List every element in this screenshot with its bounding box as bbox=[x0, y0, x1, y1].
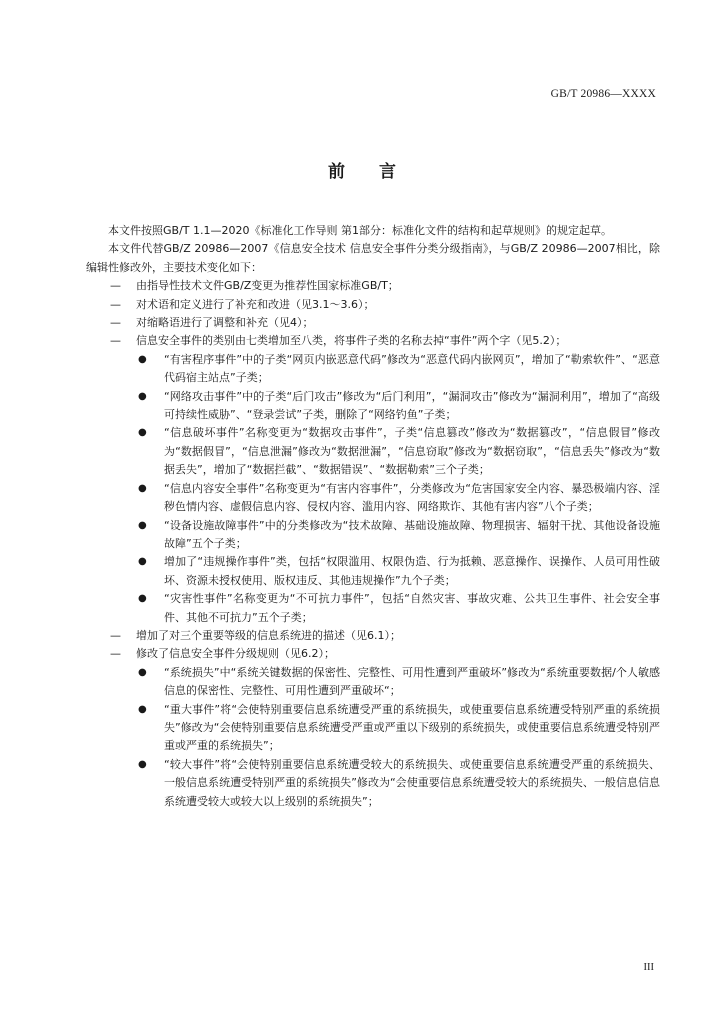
bullet-item bbox=[86, 351, 660, 388]
dash-mark: — bbox=[110, 297, 121, 311]
change-text: 对缩略语进行了调整和补充（见4）； bbox=[136, 316, 314, 330]
page-title: 前言 bbox=[328, 162, 430, 182]
change-item bbox=[86, 296, 660, 314]
intro-paragraph: 本文件按照GB/T 1.1—2020《标准化工作导则 第1部分：标准化文件的结构和起草规则》的规定起草。 bbox=[108, 224, 612, 237]
bullet-text: “灾害性事件”名称变更为“不可抗力事件”，包括“自然灾害、事故灾难、公共卫生事件、社会安全事件、其他不可抗力”五个子类； bbox=[164, 592, 660, 624]
dash-mark: — bbox=[110, 334, 121, 348]
bullet-mark: ● bbox=[138, 482, 147, 494]
change-text: 增加了对三个重要等级的信息系统进的描述（见6.1）； bbox=[136, 628, 401, 642]
dash-mark: — bbox=[110, 316, 121, 330]
page-number: III bbox=[643, 962, 654, 973]
bullet-mark: ● bbox=[138, 519, 147, 531]
bullet-text: “有害程序事件”中的子类“网页内嵌恶意代码”修改为“恶意代码内嵌网页”，增加了“勒索软件”、“恶意代码宿主站点”子类； bbox=[164, 352, 660, 385]
bullet-item bbox=[86, 517, 660, 554]
foreword-body bbox=[86, 222, 660, 811]
bullet-mark: ● bbox=[138, 353, 147, 365]
change-text: 对术语和定义进行了补充和改进（见3.1～3.6）； bbox=[136, 297, 375, 311]
change-text: 由指导性技术文件GB/Z变更为推荐性国家标准GB/T； bbox=[136, 279, 399, 293]
change-item bbox=[86, 627, 660, 645]
bullet-text: “较大事件”将“会使特别重要信息系统遭受较大的系统损失、或使重要信息系统遭受严重的系统损失、一般信息系统遭受特别严重的系统损失”修改为“会使重要信息系统遭受较大的系统损失、一般信息信息系统遭受较大或较大以上级别的系统损失”； bbox=[164, 757, 660, 808]
dash-mark: — bbox=[110, 647, 121, 661]
change-item bbox=[86, 645, 660, 663]
bullet-text: 增加了“违规操作事件”类，包括“权限滥用、权限伪造、行为抵赖、恶意操作、误操作、人员可用性破坏、资源未授权使用、版权违反、其他违规操作”九个子类； bbox=[164, 555, 660, 587]
bullet-item bbox=[86, 480, 660, 517]
document-number: GB/T 20986—XXXX bbox=[550, 88, 656, 100]
bullet-item bbox=[86, 553, 660, 590]
dash-mark: — bbox=[110, 628, 121, 642]
change-text: 信息安全事件的类别由七类增加至八类，将事件子类的名称去掉“事件”两个字（见5.2）； bbox=[136, 334, 567, 348]
bullet-text: “信息破坏事件”名称变更为“数据攻击事件”，子类“信息篡改”修改为“数据篡改”，“信息假冒”修改为“数据假冒”，“信息泄漏”修改为“数据泄漏”，“信息窃取”修改为“数据窃取”，“信息丢失”修改为“数据丢失”，增加了“数据拦截”、“数据错误”、“数据勒索”三个子类； bbox=[164, 426, 660, 477]
bullet-mark: ● bbox=[138, 703, 147, 715]
replacement-paragraph: 本文件代替GB/Z 20986—2007《信息安全技术 信息安全事件分类分级指南》，与GB/Z 20986—2007相比，除编辑性修改外，主要技术变化如下： bbox=[86, 242, 660, 274]
bullet-text: “网络攻击事件”中的子类“后门攻击”修改为“后门利用”，“漏洞攻击”修改为“漏洞利用”，增加了“高级可持续性威胁”、“登录尝试”子类，删除了“网络钓鱼”子类； bbox=[164, 389, 660, 422]
bullet-item bbox=[86, 664, 660, 701]
bullet-text: “重大事件”将“会使特别重要信息系统遭受严重的系统损失，或使重要信息系统遭受特别严重的系统损失”修改为“会使特别重要信息系统遭受严重或严重以下级别的系统损失，或使重要信息系统遭受特别严重或严重的系统损失”； bbox=[164, 702, 660, 753]
bullet-text: “设备设施故障事件”中的分类修改为“技术故障、基础设施故障、物理损害、辐射干扰、其他设备设施故障”五个子类； bbox=[164, 518, 660, 550]
bullet-text: “信息内容安全事件”名称变更为“有害内容事件”，分类修改为“危害国家安全内容、暴恐极端内容、淫秽色情内容、虚假信息内容、侵权内容、滥用内容、网络欺诈、其他有害内容”八个子类； bbox=[164, 481, 660, 514]
bullet-mark: ● bbox=[138, 593, 147, 605]
bullet-item bbox=[86, 701, 660, 756]
change-text: 修改了信息安全事件分级规则（见6.2）； bbox=[136, 647, 335, 661]
dash-mark: — bbox=[110, 279, 121, 293]
bullet-mark: ● bbox=[138, 556, 147, 568]
bullet-item bbox=[86, 424, 660, 479]
bullet-item bbox=[86, 756, 660, 811]
bullet-mark: ● bbox=[138, 758, 147, 770]
change-item bbox=[86, 277, 660, 295]
bullet-text: “系统损失”中“系统关键数据的保密性、完整性、可用性遭到严重破坏”修改为“系统重要数据/个人敏感信息的保密性、完整性、可用性遭到严重破坏“； bbox=[164, 665, 660, 698]
bullet-mark: ● bbox=[138, 427, 147, 439]
bullet-item bbox=[86, 590, 660, 627]
bullet-item bbox=[86, 388, 660, 425]
bullet-mark: ● bbox=[138, 390, 147, 402]
change-item bbox=[86, 314, 660, 332]
change-item bbox=[86, 332, 660, 350]
bullet-mark: ● bbox=[138, 666, 147, 678]
